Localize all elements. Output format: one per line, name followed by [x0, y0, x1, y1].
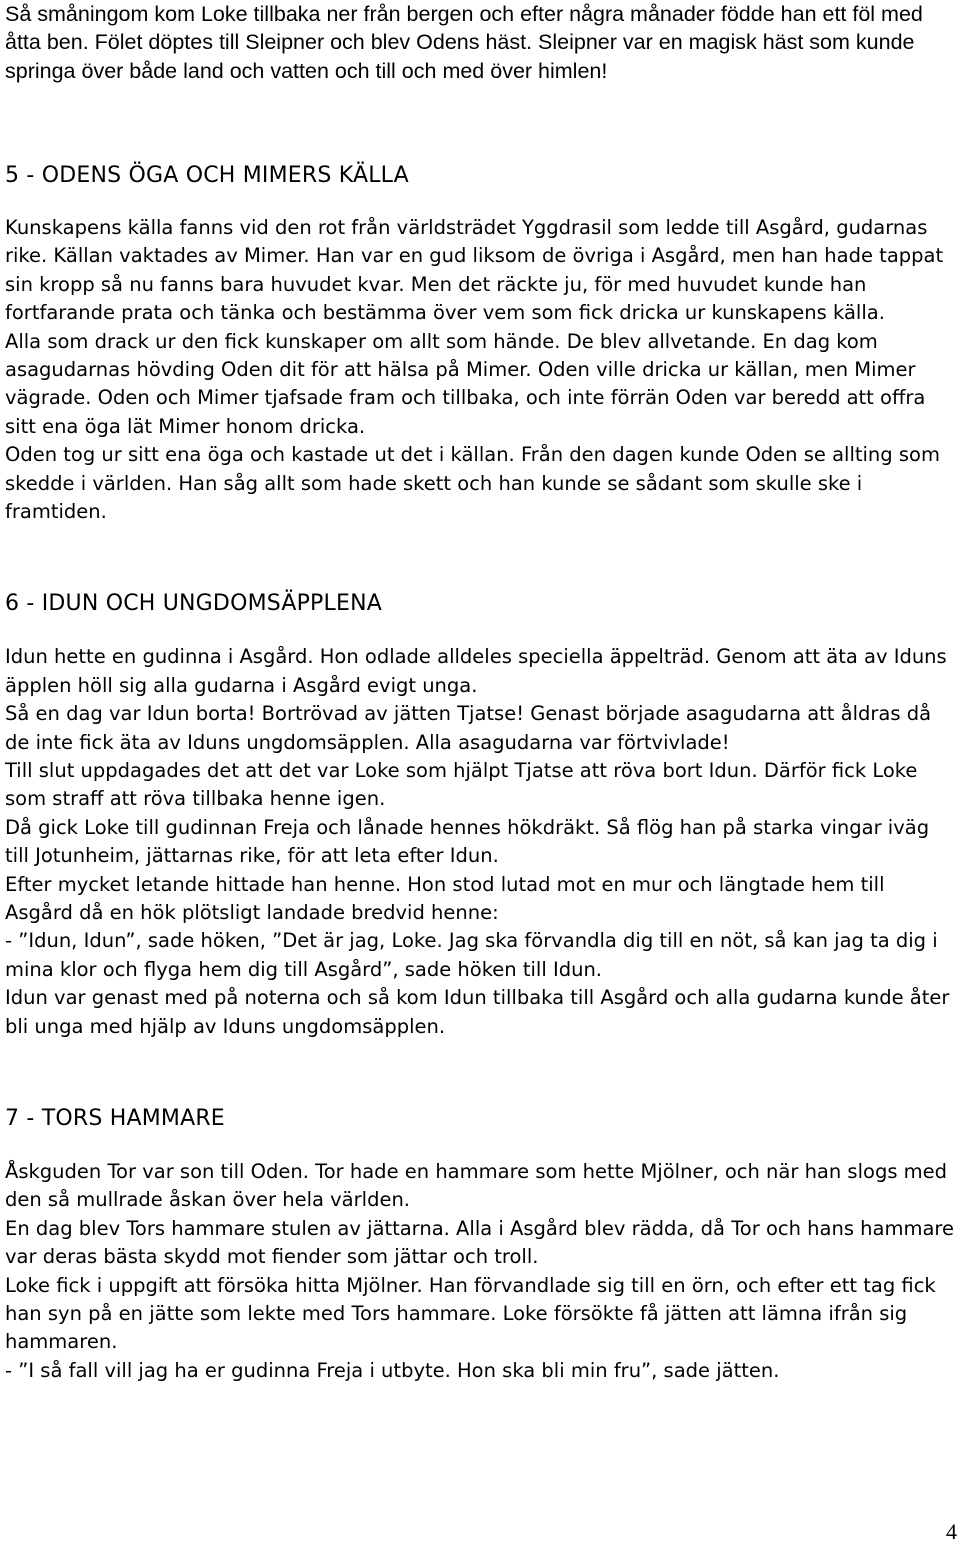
paragraph: Alla som drack ur den fick kunskaper om allt som hände. De blev allvetande. En dag kom asagudarnas hövding Oden dit för att hälsa på Mimer. Oden ville dricka ur källan, men Mimer vägrade. Oden och Mimer tjafsade fram och tillbaka, och inte förrän Oden var beredd att offra sitt ena öga lät Mimer honom dricka. — [5, 329, 926, 438]
page-number: 4 — [946, 1519, 957, 1544]
paragraph: Efter mycket letande hittade han henne. Hon stod lutad mot en mur och längtade hem till Asgård då en hök plötsligt landade bredvid henne: — [5, 872, 885, 925]
section-heading-odens-oga: 5 - ODENS ÖGA OCH MIMERS KÄLLA — [5, 162, 409, 188]
paragraph: Så en dag var Idun borta! Bortrövad av jätten Tjatse! Genast började asagudarna att åldras då de inte fick äta av Iduns ungdomsäpplen. Alla asagudarna var förtvivlade! — [5, 702, 932, 754]
paragraph: Oden tog ur sitt ena öga och kastade ut det i källan. Från den dagen kunde Oden se allting som skedde i världen. Han såg allt som hade skett och han kunde se sådant som skulle ske i framtiden. — [5, 443, 940, 523]
section-heading-tors-hammare: 7 - TORS HAMMARE — [5, 1106, 225, 1132]
paragraph: Till slut uppdagades det att det var Loke som hjälpt Tjatse att röva bort Idun. Därför fick Loke som straff att röva tillbaka henne igen. — [5, 758, 918, 811]
paragraph: Åskguden Tor var son till Oden. Tor hade en hammare som hette Mjölner, och när han slogs med den så mullrade åskan över hela världen. — [5, 1160, 948, 1212]
paragraph: Loke fick i uppgift att försöka hitta Mjölner. Han förvandlade sig till en örn, och efter ett tag fick han syn på en jätte som lekte med Tors hammare. Loke försökte få jätten att lämna ifrån sig hammaren. — [5, 1273, 936, 1354]
paragraph: Idun var genast med på noterna och så kom Idun tillbaka till Asgård och alla gudarna kunde åter bli unga med hjälp av Iduns ungdomsäpplen. — [5, 986, 950, 1038]
intro-paragraph: Så småningom kom Loke tillbaka ner från bergen och efter några månader födde han ett föl med åtta ben. Fölet döptes till Sleipner och blev Odens häst. Sleipner var en magisk häst som kunde springa över både land och vatten och till och med över himlen! — [5, 2, 923, 83]
intro-text — [5, 0, 957, 85]
section-body-tors-hammare — [5, 1158, 957, 1385]
paragraph: En dag blev Tors hammare stulen av jättarna. Alla i Asgård blev rädda, då Tor och hans hammare var deras bästa skydd mot fiender som jättar och troll. — [5, 1216, 955, 1269]
paragraph: Då gick Loke till gudinnan Freja och lånade hennes hökdräkt. Så flög han på starka vingar iväg till Jotunheim, jättarnas rike, för att leta efter Idun. — [5, 815, 930, 868]
section-body-odens-oga — [5, 214, 957, 526]
section-heading-idun: 6 - IDUN OCH UNGDOMSÄPPLENA — [5, 591, 382, 617]
section-body-idun — [5, 643, 957, 1041]
paragraph: Idun hette en gudinna i Asgård. Hon odlade alldeles speciella äppelträd. Genom att äta av Iduns äpplen höll sig alla gudarna i Asgård evigt unga. — [5, 645, 947, 697]
paragraph: - ”I så fall vill jag ha er gudinna Freja i utbyte. Hon ska bli min fru”, sade jätten. — [5, 1358, 780, 1382]
paragraph: - ”Idun, Idun”, sade höken, ”Det är jag, Loke. Jag ska förvandla dig till en nöt, så kan jag ta dig i mina klor och flyga hem dig till Asgård”, sade höken till Idun. — [5, 929, 938, 981]
paragraph: Kunskapens källa fanns vid den rot från världsträdet Yggdrasil som ledde till Asgård, gudarnas rike. Källan vaktades av Mimer. Han var en gud liksom de övriga i Asgård, men han hade tappat sin kropp så nu fanns bara huvudet kvar. Men det räckte ju, för med huvudet kunde han fortfarande prata och tänka och bestämma över vem som fick dricka ur kunskapens källa. — [5, 215, 944, 325]
document-page — [5, 0, 957, 1385]
